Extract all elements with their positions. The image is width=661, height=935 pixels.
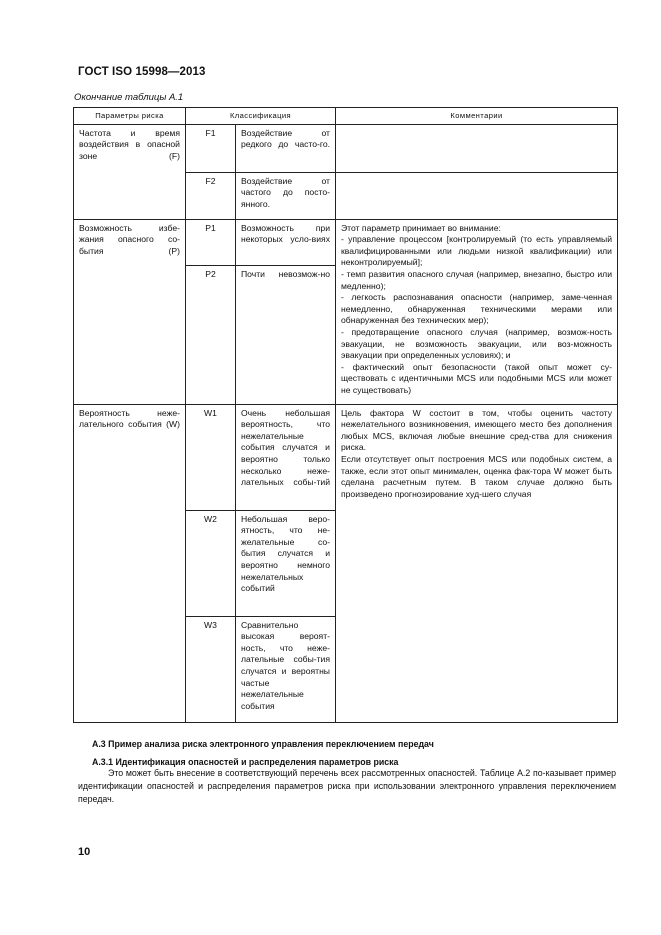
col-header-params: Параметры риска — [74, 108, 186, 125]
code-cell-f2: F2 — [186, 172, 236, 219]
comment-cell-w — [336, 404, 618, 722]
risk-parameters-table — [73, 107, 618, 723]
param-cell-w: Вероятность неже-лательного события (W) — [74, 404, 186, 722]
col-header-classification: Классификация — [186, 108, 336, 125]
class-cell-f1: Воздействие от редкого до часто-го. — [236, 124, 336, 172]
class-cell-p1: Возможность при некоторых усло-виях — [236, 219, 336, 265]
param-cell-f: Частота и время воздействия в опасной зоне (F) — [74, 124, 186, 219]
table-caption: Окончание таблицы А.1 — [74, 92, 184, 103]
body-paragraph: Это может быть внесение в соответствующий перечень всех рассмотренных опасностей. Таблице А.2 по-казывает пример идентификации опасностей и распределения параметров риска при использовании электронного управления переключением передач. — [78, 768, 616, 804]
section-heading-a3: А.3 Пример анализа риска электронного управления переключением передач — [92, 739, 434, 749]
class-cell-p2: Почти невозмож-но — [236, 265, 336, 404]
section-heading-a31: А.3.1 Идентификация опасностей и распределения параметров риска — [92, 757, 399, 767]
comment-line: Этот параметр принимает во внимание: — [341, 222, 501, 233]
comment-line: - предотвращение опасного случая (например, возмож-ность эвакуации, не возможность эвакуации, или воз-можность эвакуации при определенных условиях); и — [341, 326, 612, 361]
class-cell-f2: Воздействие от частого до посто-янного. — [236, 172, 336, 219]
document-header: ГОСТ ISO 15998—2013 — [78, 66, 206, 78]
page-number: 10 — [78, 846, 91, 858]
code-cell-f1: F1 — [186, 124, 236, 172]
comment-cell-p — [336, 219, 618, 404]
table-row — [74, 219, 618, 265]
table-header-row — [74, 108, 618, 125]
class-cell-w3: Сравнительно высокая вероят-ность, что неже-лательные собы-тия случатся и вероятны частые нежелательные события — [236, 616, 336, 722]
code-cell-w3: W3 — [186, 616, 236, 722]
code-cell-p1: P1 — [186, 219, 236, 265]
comment-line: - темп развития опасного случая (например, внезапно, быстро или медленно); — [341, 268, 612, 291]
code-cell-p2: P2 — [186, 265, 236, 404]
comment-line: - управление процессом [контролируемый (то есть управляемый квалифицированными или людьми низкой квалификации) или неконтролируемый]; — [341, 234, 612, 268]
col-header-comments: Комментарии — [336, 108, 618, 125]
code-cell-w2: W2 — [186, 510, 236, 616]
table-row — [74, 124, 618, 172]
param-cell-p: Возможность избе-жания опасного со-бытия (P) — [74, 219, 186, 404]
comment-line: - легкость распознавания опасности (например, заме-ченная немедленно, обнаруженная техническими мерами или обнаруженная без технических мер); — [341, 292, 612, 326]
comment-cell-f1 — [336, 124, 618, 172]
comment-cell-f2 — [336, 172, 618, 219]
comment-line: Если отсутствует опыт построения MCS или подобных систем, а также, если этот опыт минимален, оценка фак-тора W может быть сделана расчетным путем. В таком случае должно быть произведено прогнозирование худ-шего случая — [341, 453, 612, 499]
class-cell-w1: Очень небольшая вероятность, что нежелательные события случатся и вероятно только несколько неже-лательных собы-тий — [236, 404, 336, 510]
code-cell-w1: W1 — [186, 404, 236, 510]
table-row — [74, 404, 618, 510]
class-cell-w2: Небольшая веро-ятность, что не-желательные со-бытия случатся и вероятно немного нежелательных событий — [236, 510, 336, 616]
comment-line: - фактический опыт безопасности (такой опыт может су-ществовать с идентичными MCS или подобными MCS или может не существовать) — [341, 361, 612, 395]
comment-line: Цель фактора W состоит в том, чтобы оценить частоту нежелательного возникновения, имеющего место без дополнения любых MCS, включая любые внешние сред-ства для снижения риска. — [341, 407, 612, 453]
